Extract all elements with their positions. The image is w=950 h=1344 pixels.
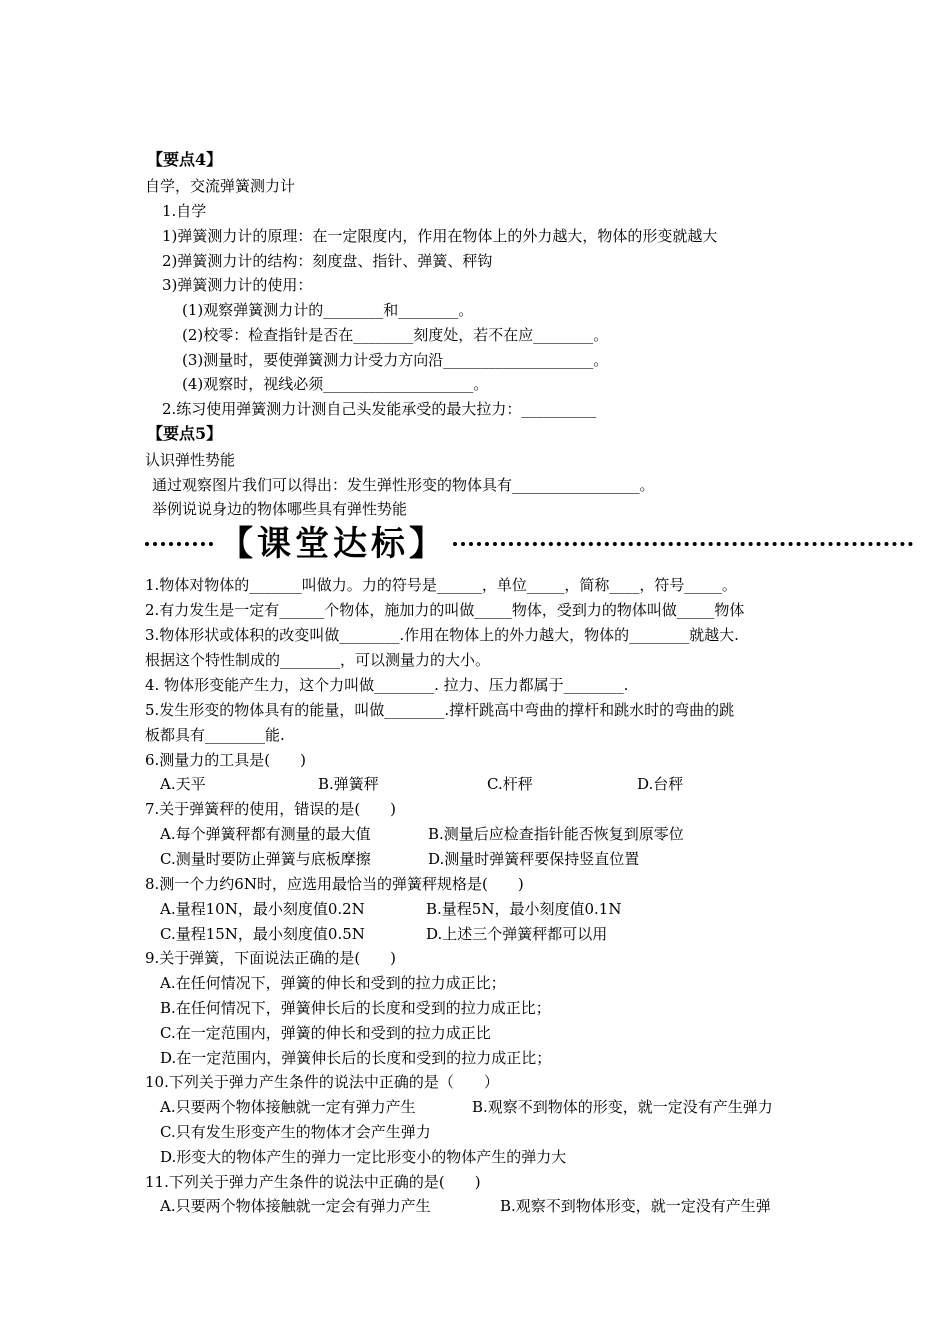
q11-option-b: B.观察不到物体形变，就一定没有产生弹 (500, 1197, 771, 1215)
section4-practice: 2.练习使用弹簧测力计测自己头发能承受的最大拉力：__________ (162, 400, 597, 418)
section5-heading: 【要点5】 (147, 424, 223, 443)
q7-option-a: A.每个弹簧秤都有测量的最大值 (160, 825, 371, 843)
question-7: 7.关于弹簧秤的使用，错误的是( ) (145, 800, 397, 818)
section4-structure: 2)弹簧测力计的结构：刻度盘、指针、弹簧、秤钩 (162, 252, 493, 270)
question-5-cont: 板都具有________能. (145, 726, 285, 744)
question-4: 4. 物体形变能产生力，这个力叫做________. 拉力、压力都属于________. (145, 676, 629, 694)
q7-option-b: B.测量后应检查指针能否恢复到原零位 (428, 825, 684, 843)
usage-item-1: (1)观察弹簧测力计的________和________。 (182, 301, 474, 319)
q9-option-d: D.在一定范围内，弹簧伸长后的长度和受到的拉力成正比； (160, 1049, 552, 1067)
q6-option-b: B.弹簧秤 (318, 775, 379, 793)
section4-intro: 自学，交流弹簧测力计 (145, 177, 296, 195)
section5-p1: 通过观察图片我们可以得出：发生弹性形变的物体具有_________________。 (152, 476, 655, 494)
question-6: 6.测量力的工具是( ) (145, 751, 307, 769)
q8-option-c: C.量程15N，最小刻度值0.5N (160, 925, 365, 943)
q10-option-c: C.只有发生形变产生的物体才会产生弹力 (160, 1123, 431, 1141)
q9-option-a: A.在任何情况下，弹簧的伸长和受到的拉力成正比； (160, 974, 506, 992)
q10-option-b: B.观察不到物体的形变，就一定没有产生弹力 (472, 1098, 773, 1116)
section5-p2: 举例说说身边的物体哪些具有弹性势能 (152, 500, 408, 518)
question-3-cont: 根据这个特性制成的________，可以测量力的大小。 (145, 651, 491, 669)
usage-item-4: (4)观察时，视线必须____________________。 (182, 375, 489, 393)
section4-heading: 【要点4】 (147, 150, 223, 169)
q8-option-b: B.量程5N，最小刻度值0.1N (426, 900, 622, 918)
section4-principle: 1)弹簧测力计的原理：在一定限度内，作用在物体上的外力越大，物体的形变就越大 (162, 227, 718, 245)
question-5: 5.发生形变的物体具有的能量，叫做________.撑杆跳高中弯曲的撑杆和跳水时的弯曲的跳 (145, 701, 735, 719)
class-target-banner (145, 521, 915, 567)
question-3: 3.物体形状或体积的改变叫做________.作用在物体上的外力越大，物体的________就越大. (145, 626, 739, 644)
section4-usage: 3)弹簧测力计的使用： (162, 276, 313, 294)
question-2: 2.有力发生是一定有______个物体，施加力的叫做_____物体，受到力的物体叫做_____物体 (145, 601, 745, 619)
q7-option-d: D.测量时弹簧秤要保持竖直位置 (428, 850, 640, 868)
usage-item-3: (3)测量时，要使弹簧测力计受力方向沿____________________。 (182, 351, 609, 369)
q7-option-c: C.测量时要防止弹簧与底板摩擦 (160, 850, 371, 868)
q6-option-a: A.天平 (160, 775, 206, 793)
banner-title: 【课堂达标】 (219, 524, 447, 564)
q11-option-a: A.只要两个物体接触就一定会有弹力产生 (160, 1197, 431, 1215)
banner-dots-left (145, 542, 213, 546)
question-10: 10.下列关于弹力产生条件的说法中正确的是（ ） (145, 1073, 499, 1091)
q10-option-d: D.形变大的物体产生的弹力一定比形变小的物体产生的弹力大 (160, 1148, 567, 1166)
banner-dots-right (453, 542, 913, 546)
q9-option-c: C.在一定范围内，弹簧的伸长和受到的拉力成正比 (160, 1024, 491, 1042)
q6-option-c: C.杆秤 (487, 775, 533, 793)
question-9: 9.关于弹簧，下面说法正确的是( ) (145, 949, 397, 967)
section5-intro: 认识弹性势能 (145, 451, 236, 469)
q8-option-d: D.上述三个弹簧秤都可以用 (426, 925, 608, 943)
q6-option-d: D.台秤 (637, 775, 684, 793)
question-11: 11.下列关于弹力产生条件的说法中正确的是( ) (145, 1173, 481, 1191)
q8-option-a: A.量程10N，最小刻度值0.2N (160, 900, 365, 918)
question-1: 1.物体对物体的_______叫做力。力的符号是______，单位_____，简称____，符号_____。 (145, 576, 737, 594)
section4-study: 1.自学 (162, 202, 207, 220)
question-8: 8.测一个力约6N时，应选用最恰当的弹簧秤规格是( ) (145, 875, 524, 893)
q10-option-a: A.只要两个物体接触就一定有弹力产生 (160, 1098, 416, 1116)
q9-option-b: B.在任何情况下，弹簧伸长后的长度和受到的拉力成正比； (160, 999, 551, 1017)
usage-item-2: (2)校零：检查指针是否在________刻度处，若不在应________。 (182, 326, 609, 344)
